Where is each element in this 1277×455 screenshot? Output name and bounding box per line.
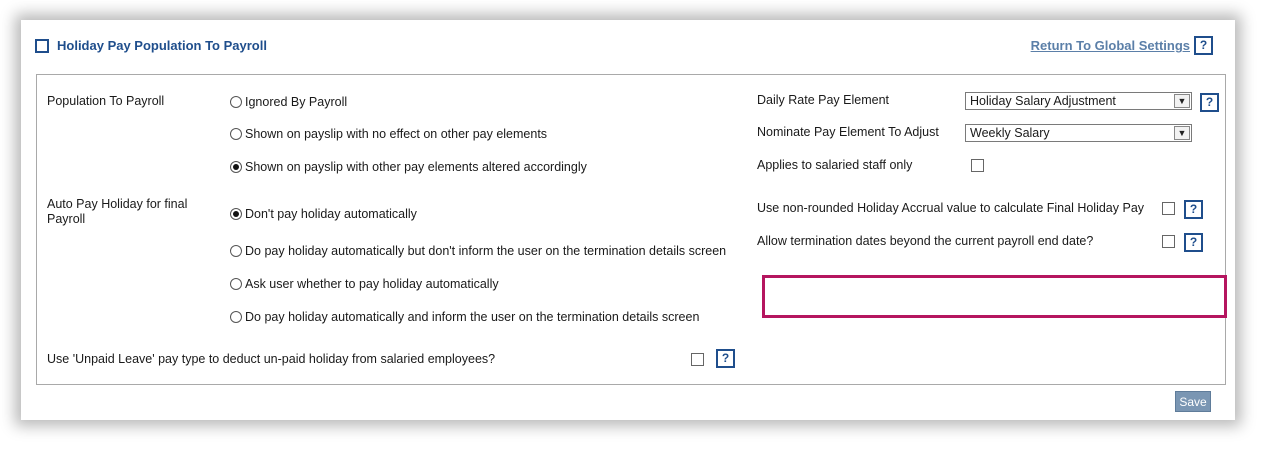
save-button[interactable]: Save: [1175, 391, 1211, 412]
auto-pay-option-label: Ask user whether to pay holiday automatically: [245, 277, 499, 291]
population-option[interactable]: [230, 160, 587, 174]
help-icon[interactable]: ?: [1200, 93, 1219, 112]
auto-pay-label: Auto Pay Holiday for final Payroll: [47, 197, 188, 226]
auto-pay-radio-1[interactable]: [230, 245, 242, 257]
help-icon[interactable]: ?: [1194, 36, 1213, 55]
termination-dates-label: Allow termination dates beyond the current payroll end date?: [757, 234, 1094, 248]
nominate-select[interactable]: [965, 124, 1192, 142]
section-collapse-checkbox[interactable]: [35, 39, 49, 53]
nominate-value: Weekly Salary: [970, 126, 1050, 140]
section-header: [35, 38, 267, 53]
population-option[interactable]: [230, 95, 347, 109]
help-icon[interactable]: ?: [716, 349, 735, 368]
population-radio-0[interactable]: [230, 96, 242, 108]
settings-panel: [36, 74, 1226, 385]
population-label: Population To Payroll: [47, 94, 165, 108]
auto-pay-radio-0[interactable]: [230, 208, 242, 220]
daily-rate-select[interactable]: [965, 92, 1192, 110]
unpaid-leave-checkbox[interactable]: [691, 353, 704, 366]
population-radio-2[interactable]: [230, 161, 242, 173]
return-to-global-settings-link[interactable]: Return To Global Settings: [1030, 38, 1190, 53]
auto-pay-option-label: Do pay holiday automatically but don't inform the user on the termination details screen: [245, 244, 727, 258]
unpaid-leave-label: Use 'Unpaid Leave' pay type to deduct un-paid holiday from salaried employees?: [47, 352, 496, 366]
auto-pay-option-label: Don't pay holiday automatically: [245, 207, 417, 221]
non-rounded-checkbox[interactable]: [1162, 202, 1175, 215]
chevron-down-icon[interactable]: ▼: [1174, 94, 1190, 108]
non-rounded-label: Use non-rounded Holiday Accrual value to calculate Final Holiday Pay: [757, 201, 1145, 215]
salaried-only-checkbox[interactable]: [971, 159, 984, 172]
population-option-label: Shown on payslip with other pay elements altered accordingly: [245, 160, 587, 174]
daily-rate-value: Holiday Salary Adjustment: [970, 94, 1116, 108]
auto-pay-radio-3[interactable]: [230, 311, 242, 323]
nominate-label: Nominate Pay Element To Adjust: [757, 125, 939, 139]
auto-pay-option-label: Do pay holiday automatically and inform the user on the termination details screen: [245, 310, 700, 324]
population-option[interactable]: [230, 127, 547, 141]
auto-pay-option[interactable]: [230, 207, 417, 221]
population-option-label: Ignored By Payroll: [245, 95, 348, 109]
help-icon[interactable]: ?: [1184, 233, 1203, 252]
population-option-label: Shown on payslip with no effect on other pay elements: [245, 127, 548, 141]
population-radio-1[interactable]: [230, 128, 242, 140]
help-icon[interactable]: ?: [1184, 200, 1203, 219]
termination-dates-checkbox[interactable]: [1162, 235, 1175, 248]
section-title: Holiday Pay Population To Payroll: [57, 38, 267, 53]
auto-pay-option[interactable]: [230, 244, 726, 258]
auto-pay-radio-2[interactable]: [230, 278, 242, 290]
auto-pay-option[interactable]: [230, 310, 699, 324]
salaried-only-label: Applies to salaried staff only: [757, 158, 913, 172]
chevron-down-icon[interactable]: ▼: [1174, 126, 1190, 140]
highlight-box: [762, 275, 1227, 318]
global-settings-area: [1031, 36, 1213, 55]
auto-pay-option[interactable]: [230, 277, 499, 291]
settings-card: [21, 20, 1235, 420]
daily-rate-label: Daily Rate Pay Element: [757, 93, 890, 107]
